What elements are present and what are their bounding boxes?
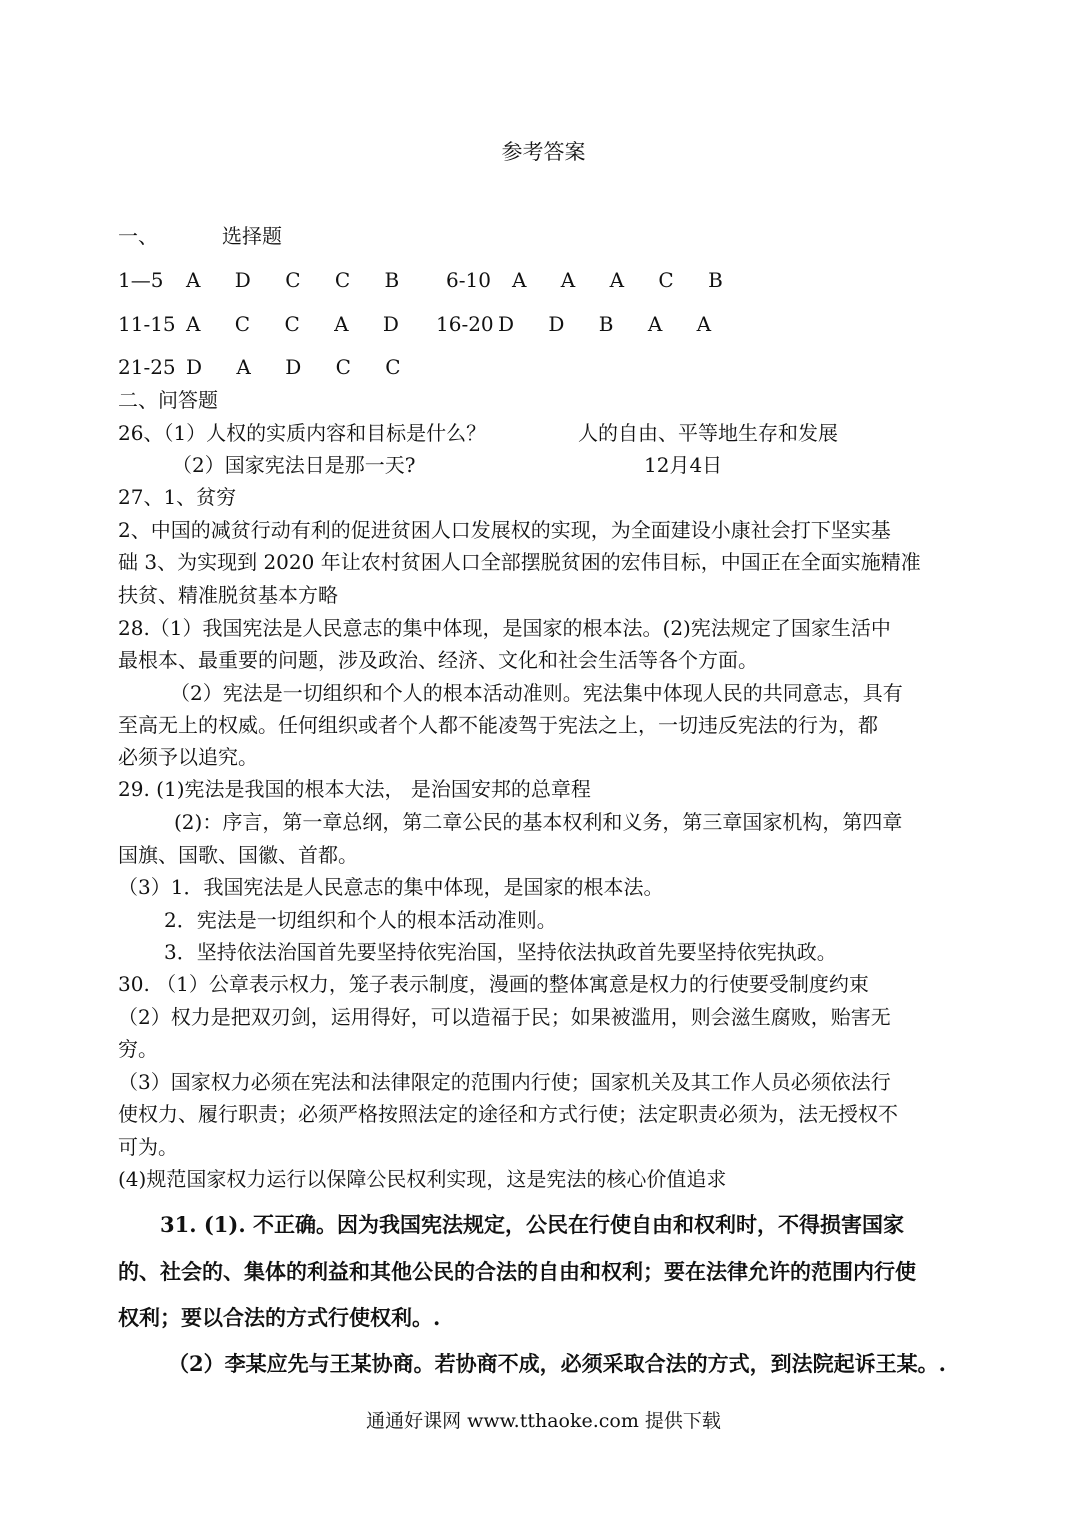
q27-line: 扶贫、精准脱贫基本方略 xyxy=(118,583,338,607)
q28-line: （2）宪法是一切组织和个人的根本活动准则。宪法集中体现人民的共同意志，具有 xyxy=(170,681,903,705)
q28-line: 最根本、最重要的问题，涉及政治、经济、文化和社会生活等各个方面。 xyxy=(118,648,758,672)
q28-line: 28.（1）我国宪法是人民意志的集中体现，是国家的根本法。(2)宪法规定了国家生活中 xyxy=(118,616,891,640)
answer-keys: A C C A D xyxy=(186,312,413,336)
q27-line: 础 3、为实现到 2020 年让农村贫困人口全部摆脱贫困的宏伟目标，中国正在全面实施精准 xyxy=(118,550,921,574)
section-number: 一、 xyxy=(118,224,158,248)
answer-range: 21-25 xyxy=(118,355,176,379)
section-qa-heading: 二、问答题 xyxy=(118,388,218,412)
q31-line: 的、社会的、集体的利益和其他公民的合法的自由和权利；要在法律允许的范围内行使 xyxy=(118,1259,916,1284)
q26-answer-1: 人的自由、平等地生存和发展 xyxy=(578,421,838,445)
q29-line: （3）1．我国宪法是人民意志的集中体现，是国家的根本法。 xyxy=(118,875,664,899)
answer-keys: D A D C C xyxy=(186,355,415,379)
q31-line: 权利；要以合法的方式行使权利。. xyxy=(118,1305,441,1330)
q26-answer-2: 12月4日 xyxy=(644,453,723,477)
q29-line: 2．宪法是一切组织和个人的根本活动准则。 xyxy=(164,908,557,932)
page-title: 参考答案 xyxy=(501,140,586,164)
answer-range: 16-20 xyxy=(436,312,494,336)
q30-line: 使权力、履行职责；必须严格按照法定的途径和方式行使；法定职责必须为，法无授权不 xyxy=(118,1102,898,1126)
q29-line: 国旗、国歌、国徽、首都。 xyxy=(118,843,358,867)
section-name: 选择题 xyxy=(222,224,282,248)
q30-line: 可为。 xyxy=(118,1135,178,1159)
q30-line: （3）国家权力必须在宪法和法律限定的范围内行使；国家机关及其工作人员必须依法行 xyxy=(118,1070,891,1094)
q30-line: （2）权力是把双刃剑，运用得好，可以造福于民；如果被滥用，则会滋生腐败，贻害无 xyxy=(118,1005,891,1029)
q30-line: 30. （1）公章表示权力，笼子表示制度，漫画的整体寓意是权力的行使要受制度约束 xyxy=(118,972,869,996)
answer-range: 11-15 xyxy=(118,312,176,336)
q30-line: 穷。 xyxy=(118,1037,158,1061)
q29-line: (2)：序言，第一章总纲，第二章公民的基本权利和义务，第三章国家机构，第四章 xyxy=(174,810,903,834)
q28-line: 必须予以追究。 xyxy=(118,745,258,769)
answer-keys: D D B A A xyxy=(498,312,726,336)
q31-line: （2）李某应先与王某协商。若协商不成，必须采取合法的方式，到法院起诉王某。. xyxy=(168,1351,946,1376)
q26-question-2: （2）国家宪法日是那一天? xyxy=(172,453,416,477)
q26-question-1: 26、（1）人权的实质内容和目标是什么？ xyxy=(118,421,487,445)
q27-line: 2、中国的减贫行动有利的促进贫困人口发展权的实现，为全面建设小康社会打下坚实基 xyxy=(118,518,891,542)
answer-range: 6-10 xyxy=(446,268,491,292)
q29-line: 3．坚持依法治国首先要坚持依宪治国，坚持依法执政首先要坚持依宪执政。 xyxy=(164,940,837,964)
q29-line: 29. (1)宪法是我国的根本大法， 是治国安邦的总章程 xyxy=(118,777,591,801)
q30-line: (4)规范国家权力运行以保障公民权利实现，这是宪法的核心价值追求 xyxy=(118,1167,727,1191)
answer-keys: A D C C B xyxy=(186,268,414,292)
q31-line: 31. (1). 不正确。因为我国宪法规定，公民在行使自由和权利时，不得损害国家 xyxy=(160,1212,904,1237)
q27-line: 27、1、贫穷 xyxy=(118,485,237,509)
q28-line: 至高无上的权威。任何组织或者个人都不能凌驾于宪法之上，一切违反宪法的行为，都 xyxy=(118,713,878,737)
footer-source: 通通好课网 www.tthaoke.com 提供下载 xyxy=(366,1410,721,1432)
section-choice-heading xyxy=(118,224,282,248)
answer-range: 1—5 xyxy=(118,268,164,292)
answer-keys: A A A C B xyxy=(512,268,737,292)
